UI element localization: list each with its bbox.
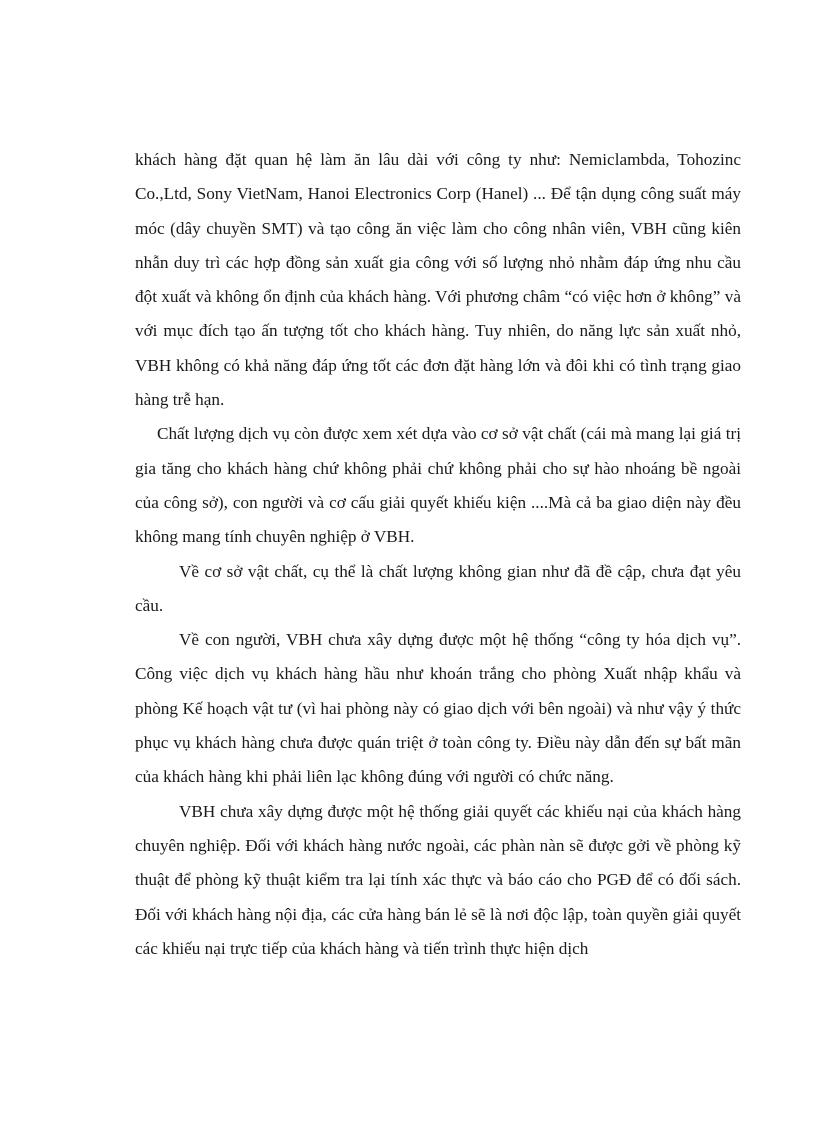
paragraph-complaints: VBH chưa xây dựng được một hệ thống giải quyết các khiếu nại của khách hàng chuyên nghiệp. Đối với khách hàng nước ngoài, các phàn nàn sẽ được gởi về phòng kỹ thuật để phòng kỹ thuật kiểm tra lại tính xác thực và báo cáo cho PGĐ để có đối sách. Đối với khách hàng nội địa, các cửa hàng bán lẻ sẽ là nơi độc lập, toàn quyền giải quyết các khiếu nại trực tiếp của khách hàng và tiến trình thực hiện dịch	[135, 801, 741, 958]
paragraph-client-contracts: khách hàng đặt quan hệ làm ăn lâu dài với công ty như: Nemiclambda, Tohozinc Co.,Ltd, Sony VietNam, Hanoi Electronics Corp (Hanel) ... Để tận dụng công suất máy móc (dây chuyền SMT) và tạo công ăn việc làm cho công nhân viên, VBH cũng kiên nhẫn duy trì các hợp đồng sản xuất gia công với số lượng nhỏ nhằm đáp ứng nhu cầu đột xuất và không ổn định của khách hàng. Với phương châm “có việc hơn ở không” và với mục đích tạo ấn tượng tốt cho khách hàng. Tuy nhiên, do năng lực sản xuất nhỏ, VBH không có khả năng đáp ứng tốt các đơn đặt hàng lớn và đôi khi có tình trạng giao hàng trễ hạn.	[135, 150, 741, 410]
paragraph-personnel: Về con người, VBH chưa xây dựng được một hệ thống “công ty hóa dịch vụ”. Công việc dịch vụ khách hàng hầu như khoán trắng cho phòng Xuất nhập khẩu và phòng Kế hoạch vật tư (vì hai phòng này có giao dịch với bên ngoài) và như vậy ý thức phục vụ khách hàng chưa được quán triệt ở toàn công ty. Điều này dẫn đến sự bất mãn của khách hàng khi phải liên lạc không đúng với người có chức năng.	[135, 630, 741, 787]
document-body	[135, 143, 741, 966]
paragraph-service-quality: Chất lượng dịch vụ còn được xem xét dựa vào cơ sở vật chất (cái mà mang lại giá trị gia tăng cho khách hàng chứ không phải chứ không phải cho sự hào nhoáng bề ngoài của công sở), con người và cơ cấu giải quyết khiếu kiện ....Mà cả ba giao diện này đều không mang tính chuyên nghiệp ở VBH.	[135, 424, 741, 547]
paragraph-facilities: Về cơ sở vật chất, cụ thể là chất lượng không gian như đã đề cập, chưa đạt yêu cầu.	[135, 561, 741, 615]
